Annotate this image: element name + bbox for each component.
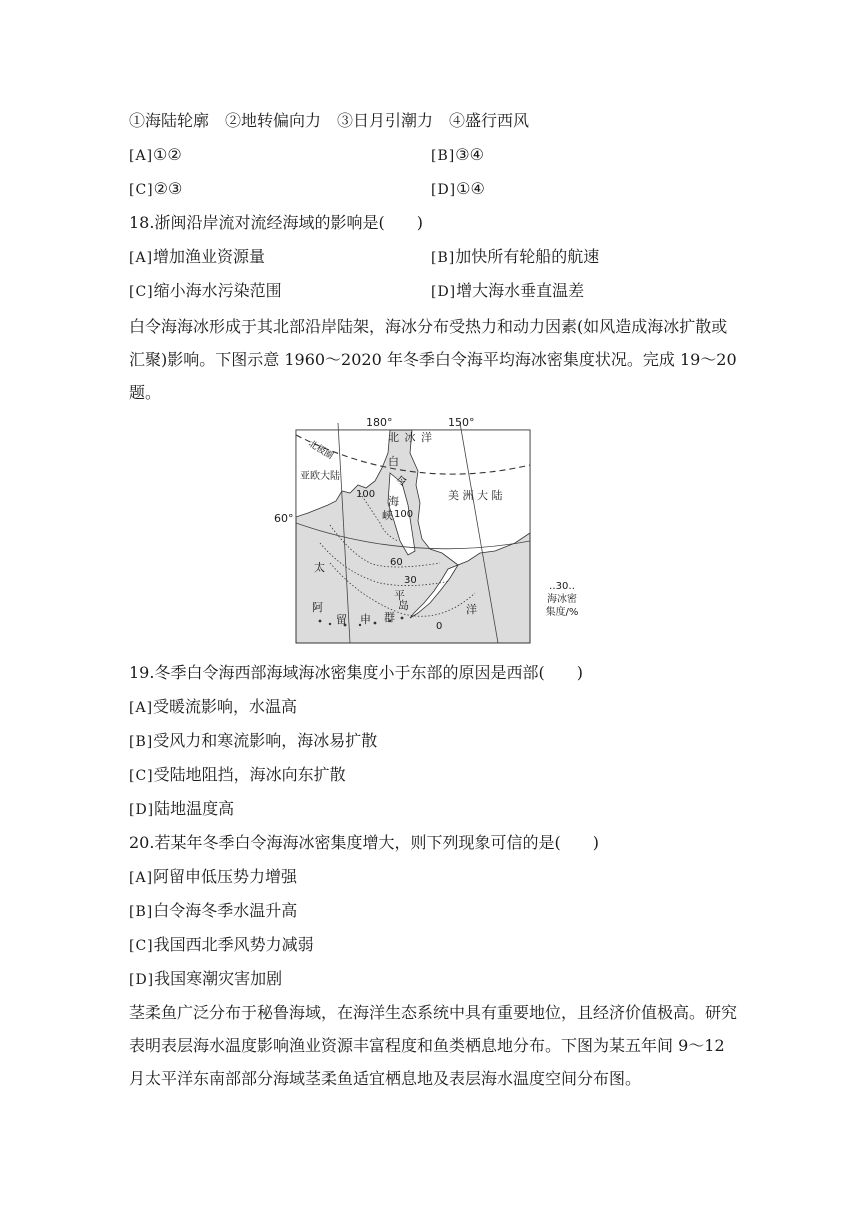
option-mark: [A] bbox=[129, 700, 154, 716]
q19-stem: 19.冬季白令海西部海域海冰密集度小于东部的原因是西部( ) bbox=[129, 663, 583, 682]
q20-option-c[interactable] bbox=[129, 935, 314, 956]
q19-option-b[interactable] bbox=[129, 731, 377, 752]
option-mark: [B] bbox=[431, 148, 456, 164]
q17-items: ①海陆轮廓 ②地转偏向力 ③日月引潮力 ④盛行西风 bbox=[129, 111, 530, 130]
label-60: 60° bbox=[274, 512, 294, 525]
option-mark: [C] bbox=[129, 768, 154, 784]
label-contour-100a: 100 bbox=[356, 489, 376, 500]
label-aleutian-1: 阿 bbox=[312, 601, 323, 614]
option-mark: [A] bbox=[129, 250, 154, 266]
option-mark: [A] bbox=[129, 148, 154, 164]
q19-option-d[interactable] bbox=[129, 799, 234, 820]
option-mark: [D] bbox=[129, 802, 155, 818]
label-strait-2: 令 bbox=[396, 475, 407, 488]
q17-option-c[interactable] bbox=[129, 179, 182, 200]
option-mark: [B] bbox=[129, 904, 154, 920]
q20-option-a[interactable] bbox=[129, 867, 297, 888]
option-mark: [B] bbox=[431, 250, 456, 266]
option-mark: [C] bbox=[129, 938, 154, 954]
label-aleutian-4: 群 bbox=[384, 611, 395, 624]
option-text: 阿留申低压势力增强 bbox=[153, 867, 298, 886]
q18-option-c[interactable] bbox=[129, 281, 282, 302]
map-legend bbox=[536, 580, 588, 619]
legend-unit: 集度/% bbox=[545, 607, 579, 618]
q20-option-d[interactable] bbox=[129, 969, 282, 990]
option-mark: [D] bbox=[431, 182, 457, 198]
label-150: 150° bbox=[448, 416, 475, 429]
q18-option-d[interactable] bbox=[431, 281, 584, 302]
label-eurasia: 亚欧大陆 bbox=[300, 471, 340, 482]
option-text: ①④ bbox=[456, 179, 485, 198]
q17-option-b[interactable] bbox=[431, 145, 484, 166]
label-arctic-ocean: 北 冰 洋 bbox=[388, 431, 433, 444]
q19-option-c[interactable] bbox=[129, 765, 346, 786]
option-mark: [C] bbox=[129, 182, 154, 198]
legend-title: 海冰密 bbox=[547, 594, 577, 605]
option-text: 缩小海水污染范围 bbox=[153, 281, 282, 300]
q18-option-b[interactable] bbox=[431, 247, 599, 268]
option-text: 加快所有轮船的航速 bbox=[455, 247, 600, 266]
option-text: 受陆地阻挡，海冰向东扩散 bbox=[153, 765, 346, 784]
option-mark: [B] bbox=[129, 734, 154, 750]
label-strait-3: 海 bbox=[388, 495, 399, 508]
q20-stem: 20.若某年冬季白令海海冰密集度增大，则下列现象可信的是( ) bbox=[129, 833, 599, 852]
label-pacific-2: 平 bbox=[394, 589, 405, 602]
q17-option-d[interactable] bbox=[431, 179, 485, 200]
passage-bering-sea: 白令海海冰形成于其北部沿岸陆架，海冰分布受热力和动力因素(如风造成海冰扩散或汇聚)影响。下图示意 1960～2020 年冬季白令海平均海冰密集度状况。完成 19～20 题。 bbox=[129, 317, 737, 402]
label-arctic-circle: 北极圈 bbox=[306, 439, 335, 462]
passage-humboldt-squid: 茎柔鱼广泛分布于秘鲁海域，在海洋生态系统中具有重要地位，且经济价值极高。研究表明表层海水温度影响渔业资源丰富程度和鱼类栖息地分布。下图为某五年间 9～12 月太平洋东南部部分海域茎柔鱼适宜栖息地及表层海水温度空间分布图。 bbox=[129, 1003, 738, 1088]
option-mark: [C] bbox=[129, 284, 154, 300]
label-america: 美 洲 大 陆 bbox=[448, 489, 503, 502]
option-text: 我国寒潮灾害加剧 bbox=[154, 969, 283, 988]
legend-line-sample: ‥30‥ bbox=[548, 581, 576, 592]
q17-option-a[interactable] bbox=[129, 145, 182, 166]
label-contour-30: 30 bbox=[404, 575, 417, 586]
label-contour-100b: 100 bbox=[394, 509, 414, 520]
option-text: 我国西北季风势力减弱 bbox=[153, 935, 314, 954]
option-text: 增加渔业资源量 bbox=[153, 247, 266, 266]
label-strait-1: 白 bbox=[388, 455, 399, 468]
label-pacific-3: 洋 bbox=[466, 603, 477, 616]
option-mark: [D] bbox=[129, 972, 155, 988]
label-aleutian-2: 留 bbox=[336, 613, 347, 626]
q18-option-a[interactable] bbox=[129, 247, 265, 268]
legend-value: 30 bbox=[555, 581, 569, 592]
option-text: ②③ bbox=[153, 179, 183, 198]
option-text: 受风力和寒流影响，海冰易扩散 bbox=[153, 731, 378, 750]
label-contour-0: 0 bbox=[436, 621, 443, 632]
option-text: 陆地温度高 bbox=[154, 799, 235, 818]
option-text: 增大海水垂直温差 bbox=[456, 281, 585, 300]
label-aleutian-3: 申 bbox=[360, 613, 371, 626]
option-text: 白令海冬季水温升高 bbox=[153, 901, 298, 920]
option-mark: [A] bbox=[129, 870, 154, 886]
label-pacific-1: 太 bbox=[314, 561, 325, 574]
q18-stem: 18.浙闽沿岸流对流经海域的影响是( ) bbox=[129, 213, 423, 232]
option-text: ③④ bbox=[455, 145, 484, 164]
option-mark: [D] bbox=[431, 284, 457, 300]
option-text: ①② bbox=[153, 145, 182, 164]
q19-option-a[interactable] bbox=[129, 697, 297, 718]
label-contour-60: 60 bbox=[390, 557, 403, 568]
q20-option-b[interactable] bbox=[129, 901, 297, 922]
bering-sea-ice-map bbox=[274, 413, 534, 645]
label-180: 180° bbox=[366, 416, 393, 429]
label-strait-4: 峡 bbox=[382, 509, 393, 522]
label-aleutian-5: 岛 bbox=[398, 599, 409, 612]
option-text: 受暖流影响，水温高 bbox=[153, 697, 298, 716]
